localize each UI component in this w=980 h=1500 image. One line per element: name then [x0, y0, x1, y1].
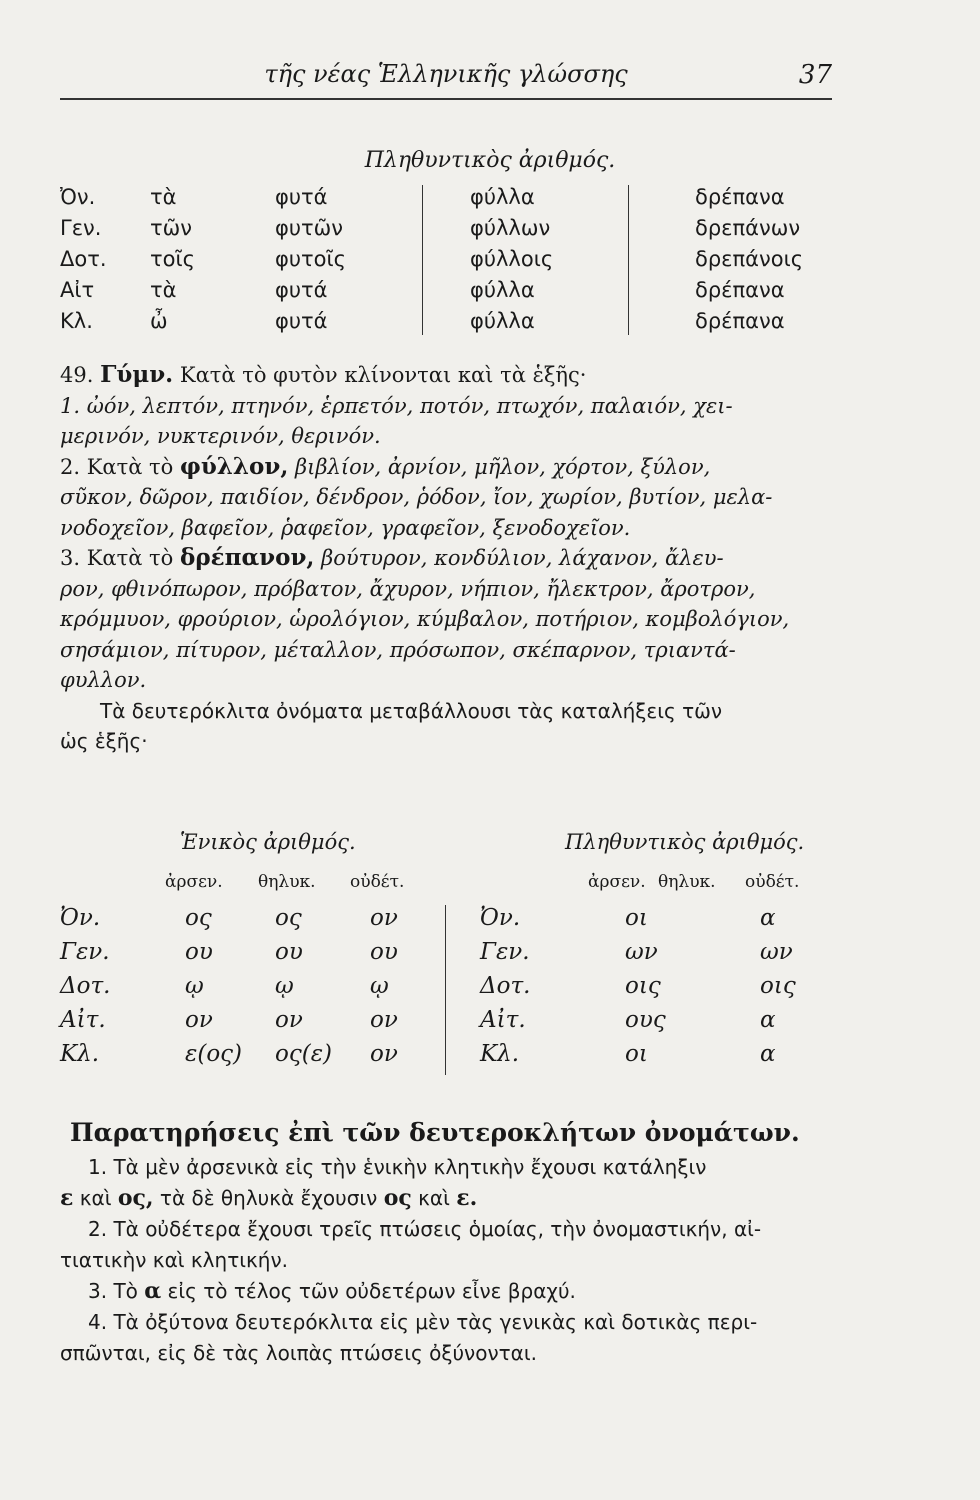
plural-cell-r3-c3: φύλλα	[470, 278, 535, 302]
endings-sg-r4-c1: ος(ε)	[275, 1041, 333, 1067]
note-4-line-2: σπῶνται, εἰς δὲ τὰς λοιπὰς πτώσεις ὀξύνονται.	[60, 1341, 537, 1365]
section-49	[60, 360, 920, 757]
page-number: 37	[798, 60, 832, 90]
p2-prefix: 2. Κατὰ τὸ	[60, 454, 174, 479]
section-49-heading-line	[60, 360, 920, 391]
endings-pl-r3-c0: ους	[625, 1007, 666, 1033]
endings-sg-r2-c0: ῳ	[185, 973, 204, 999]
notes-heading: Παρατηρήσεις ἐπὶ τῶν δευτεροκλήτων ὀνομάτων.	[70, 1118, 800, 1147]
p2-first: βιβλίον, ἀρνίον, μῆλον, χόρτον, ξύλον,	[288, 454, 711, 479]
n3-c: εἰς τὸ τέλος τῶν οὐδετέρων εἶνε βραχύ.	[161, 1279, 576, 1303]
endings-sg-r0-c2: ον	[370, 905, 398, 931]
plural-cell-r1-c0: Γεν.	[60, 216, 102, 240]
plural-cell-r0-c4: δρέπανα	[695, 185, 785, 209]
n1-b1: ε	[60, 1185, 74, 1211]
endings-divider	[445, 905, 446, 1075]
endings-sg-r0-c0: ος	[185, 905, 212, 931]
plural-cell-r1-c3: φύλλων	[470, 216, 551, 240]
endings-case-pl-3: Αἰτ.	[480, 1007, 526, 1033]
endings-intro-1: Τὰ δευτερόκλιτα ὀνόματα μεταβάλλουσι τὰς καταλήξεις τῶν	[100, 698, 723, 723]
section-heading: Γύμν.	[100, 361, 174, 388]
plural-cell-r2-c4: δρεπάνοις	[695, 247, 804, 271]
endings-case-sg-1: Γεν.	[60, 939, 110, 965]
gender-fem-pl: θηλυκ.	[658, 872, 716, 892]
p2-line-3: νοδοχεῖον, βαφεῖον, ῥαφεῖον, γραφεῖον, ξενοδοχεῖον.	[60, 515, 631, 540]
plural-cell-r0-c0: Ὀν.	[60, 185, 96, 209]
endings-sg-r1-c2: ου	[370, 939, 398, 965]
note-1-line-2	[60, 1183, 930, 1214]
plural-divider-0	[422, 185, 423, 335]
gender-masc-pl: ἀρσεν.	[588, 872, 646, 892]
endings-sg-r3-c0: ον	[185, 1007, 213, 1033]
n1-b5: ος	[383, 1185, 412, 1211]
endings-pl-r3-c1: α	[760, 1007, 776, 1033]
endings-sg-r0-c1: ος	[275, 905, 302, 931]
section-intro: Κατὰ τὸ φυτὸν κλίνονται καὶ τὰ ἑξῆς·	[179, 363, 587, 387]
n3-b: α	[144, 1278, 162, 1304]
p3-line-3: κρόμμυον, φρούριον, ὡρολόγιον, κύμβαλον, ποτήριον, κομβολόγιον,	[60, 607, 790, 631]
endings-sg-r3-c2: ον	[370, 1007, 398, 1033]
endings-pl-r0-c1: α	[760, 905, 776, 931]
n1-b2: καὶ	[73, 1186, 118, 1210]
endings-sg-r1-c0: ου	[185, 939, 213, 965]
p2-line-2: σῦκον, δῶρον, παιδίον, δένδρον, ῥόδον, ἴον, χωρίον, βυτίον, μελα-	[60, 485, 773, 509]
endings-case-sg-2: Δοτ.	[60, 973, 111, 999]
n1-b3: ος,	[117, 1185, 154, 1211]
plural-cell-r2-c3: φύλλοις	[470, 247, 554, 271]
plural-cell-r0-c3: φύλλα	[470, 185, 535, 209]
p3-line-2: ρον, φθινόπωρον, πρόβατον, ἄχυρον, νήπιον, ἤλεκτρον, ἄροτρον,	[60, 576, 756, 601]
p1-line-1: 1. ὠόν, λεπτόν, πτηνόν, ἑρπετόν, ποτόν, πτωχόν, παλαιόν, χει-	[60, 393, 733, 418]
endings-intro-2: ὡς ἑξῆς·	[60, 729, 148, 753]
plural-cell-r4-c3: φύλλα	[470, 309, 535, 333]
endings-pl-r4-c1: α	[760, 1041, 776, 1067]
plural-cell-r4-c0: Κλ.	[60, 309, 93, 333]
plural-cell-r3-c1: τὰ	[150, 278, 177, 302]
p3-bold-word: δρέπανον,	[180, 544, 315, 571]
plural-header: Πληθυντικὸς ἀριθμός.	[565, 830, 805, 854]
running-header	[60, 58, 832, 100]
endings-sg-r4-c0: ε(ος)	[185, 1041, 243, 1067]
endings-sg-r1-c1: ου	[275, 939, 303, 965]
endings-sg-r4-c2: ον	[370, 1041, 398, 1067]
p3-line-5: φυλλον.	[60, 668, 147, 692]
endings-case-pl-4: Κλ.	[480, 1041, 520, 1067]
p3-line-4: σησάμιον, πίτυρον, μέταλλον, πρόσωπον, σκέπαρνον, τριαντά-	[60, 637, 736, 662]
gender-neut-pl: οὐδέτ.	[745, 872, 800, 892]
note-1-line-1: 1. Τὰ μὲν ἀρσενικὰ εἰς τὴν ἑνικὴν κλητικὴν ἔχουσι κατάληξιν	[88, 1155, 707, 1179]
plural-cell-r1-c2: φυτῶν	[275, 216, 343, 240]
endings-case-pl-1: Γεν.	[480, 939, 530, 965]
plural-declension-table	[60, 185, 820, 345]
n1-b7: ε.	[456, 1185, 478, 1211]
gender-neut-sg: οὐδέτ.	[350, 872, 405, 892]
plural-cell-r4-c1: ὦ	[150, 309, 168, 333]
p3-line-1	[60, 543, 920, 574]
endings-pl-r4-c0: οι	[625, 1041, 648, 1067]
plural-title: Πληθυντικὸς ἀριθμός.	[364, 148, 616, 173]
plural-cell-r4-c4: δρέπανα	[695, 309, 785, 333]
plural-cell-r3-c2: φυτά	[275, 278, 328, 302]
p2-line-1	[60, 452, 920, 483]
endings-case-pl-2: Δοτ.	[480, 973, 531, 999]
n1-b4: τὰ δὲ θηλυκὰ ἔχουσιν	[153, 1186, 384, 1210]
section-number: 49.	[60, 363, 94, 387]
endings-case-sg-0: Ὀν.	[60, 905, 101, 931]
p1-line-2: μερινόν, νυκτερινόν, θερινόν.	[60, 424, 381, 448]
endings-case-sg-3: Αἰτ.	[60, 1007, 106, 1033]
plural-cell-r0-c2: φυτά	[275, 185, 328, 209]
endings-pl-r0-c0: οι	[625, 905, 648, 931]
note-2-line-2: τιατικὴν καὶ κλητικήν.	[60, 1248, 288, 1272]
n1-b6: καὶ	[411, 1186, 457, 1210]
running-title: τῆς νέας Ἑλληνικῆς γλώσσης	[264, 60, 628, 88]
note-3	[60, 1276, 930, 1307]
plural-cell-r2-c0: Δοτ.	[60, 247, 107, 271]
note-4-line-1: 4. Τὰ ὀξύτονα δευτερόκλιτα εἰς μὲν τὰς γενικὰς καὶ δοτικὰς περι-	[88, 1310, 758, 1334]
gender-fem-sg: θηλυκ.	[258, 872, 316, 892]
plural-cell-r1-c4: δρεπάνων	[695, 216, 801, 240]
endings-table	[60, 905, 860, 1080]
plural-cell-r3-c4: δρέπανα	[695, 278, 785, 302]
endings-pl-r1-c1: ων	[760, 939, 793, 965]
endings-pl-r2-c1: οις	[760, 973, 796, 999]
plural-cell-r4-c2: φυτά	[275, 309, 328, 333]
plural-cell-r0-c1: τὰ	[150, 185, 177, 209]
endings-sg-r2-c2: ῳ	[370, 973, 389, 999]
singular-header: Ἑνικὸς ἀριθμός.	[180, 830, 356, 854]
p3-prefix: 3. Κατὰ τὸ	[60, 546, 174, 570]
endings-sg-r3-c1: ον	[275, 1007, 303, 1033]
plural-cell-r2-c2: φυτοῖς	[275, 247, 346, 271]
note-2-line-1: 2. Τὰ οὐδέτερα ἔχουσι τρεῖς πτώσεις ὁμοίας, τὴν ὀνομαστικήν, αἰ-	[88, 1217, 762, 1241]
plural-cell-r2-c1: τοῖς	[150, 247, 195, 271]
endings-case-sg-4: Κλ.	[60, 1041, 100, 1067]
endings-case-pl-0: Ὀν.	[480, 905, 521, 931]
p3-first: βούτυρον, κονδύλιον, λάχανον, ἄλευ-	[314, 546, 724, 570]
n3-a: 3. Τὸ	[88, 1279, 145, 1303]
endings-pl-r2-c0: οις	[625, 973, 661, 999]
notes-body	[60, 1152, 930, 1369]
plural-cell-r3-c0: Αἰτ	[60, 278, 95, 302]
endings-sg-r2-c1: ῳ	[275, 973, 294, 999]
endings-pl-r1-c0: ων	[625, 939, 658, 965]
gender-masc-sg: ἀρσεν.	[165, 872, 223, 892]
p2-bold-word: φύλλον,	[180, 452, 289, 480]
plural-cell-r1-c1: τῶν	[150, 216, 192, 240]
plural-divider-1	[628, 185, 629, 335]
